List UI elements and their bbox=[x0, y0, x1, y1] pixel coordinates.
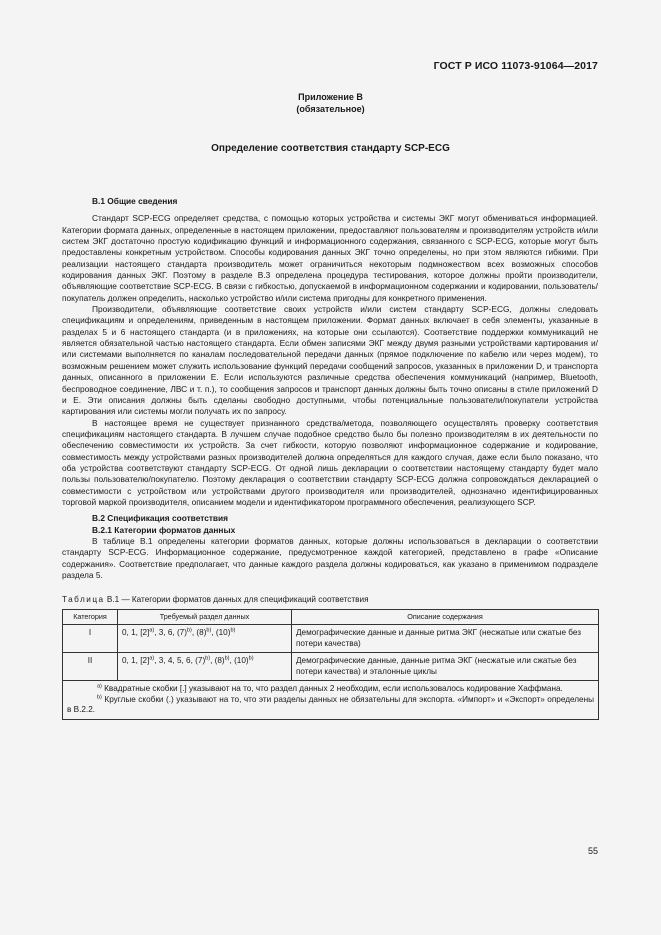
table-caption-label: Таблица bbox=[62, 595, 105, 605]
paragraph: В таблице В.1 определены категории форматов данных, которые должны использоваться в декларации о соответствии стандарту SCP-ECG. Информационное содержание, предусмотренное каждой категорией, представлено в графе «Описание содержания». Соответствие предполагает, что данные каждого раздела должны кодироваться, как указано в применимом подразделе раздела 5. bbox=[62, 535, 598, 580]
section-b21-heading: В.2.1 Категории форматов данных bbox=[92, 524, 236, 535]
paragraph: Стандарт SCP-ECG определяет средства, с помощью которых устройства и системы ЭКГ могут обмениваться информацией. Категории формата данных, определенные в настоящем приложении, предоставляют пользователям и производителям устройств и/или систем ЭКГ достаточно простую кодификацию функций и информационного содержания, связанного с SCP-ECG, которые могут быть предоставлены конкретным устройством. Способы кодирования данных ЭКГ точно определены, но при этом являются гибкими. При реализации настоящего стандарта производитель может ограничиться некоторым подмножеством всех возможных способов кодирования данных ЭКГ. Поэтому в разделе В.3 определена процедура тестирования, которое должны пройти производители, объявляющие соответствие SCP-ECG. В связи с гибкостью, допускаемой в информационном содержании и кодировании, пользователь/покупатель должен определить, насколько устройство и/или система пригодны для конкретного применения. bbox=[62, 213, 598, 303]
description-cell: Демографические данные и данные ритма ЭКГ (несжатые или сжатые без потери качества) bbox=[292, 625, 599, 653]
category-cell: II bbox=[63, 653, 118, 681]
footnote-a: $^{a)}$ Квадратные скобки [.] указывают на то, что раздел данных 2 необходим, если использовалось кодирование Хаффмана. bbox=[97, 683, 563, 694]
appendix-label: Приложение В bbox=[298, 92, 363, 102]
table-row bbox=[63, 653, 599, 681]
category-cell: I bbox=[63, 625, 118, 653]
appendix-status: (обязательное) bbox=[296, 104, 365, 114]
footnote-b: $^{b)}$ Круглые скобки (.) указывают на то, что эти разделы данных не обязательны для экспорта. «Импорт» и «Экспорт» определены в В.2.2. bbox=[67, 693, 594, 715]
section-b2-heading: В.2 Спецификация соответствия bbox=[92, 513, 229, 524]
paragraph: Производители, объявляющие соответствие своих устройств и/или систем стандарту SCP-ECG, должны следовать спецификациям и определениям, приведенным в настоящем приложении. Формат данных включает в себя элементы, указанные в разделах 5 и 6 настоящего стандарта (и в приложениях, на которые они ссылаются). Соответствие поддержки коммуникаций не является обязательной частью настоящего стандарта. Если обмен записями ЭКГ между двумя разными устройствами картирования и/или системами выполняется по каналам последовательной передачи данных (прямое подключение по кабелю или через модем), то возможным решением может служить использование функций передачи сообщений запросов, указанных в приложении D, и транспорта данных, описанного в приложении Е. Если используются различные средства обеспечения коммуникаций (например, Bluetooth, беспроводное соединение, ЛВС и т. п.), то сообщения запросов и транспорт данных должны быть точно описаны в стиле приложений D и Е. Эти описания должны быть сделаны свободно доступными, чтобы потенциальные пользователи/покупатели устройства картирования или системы могли получать их по запросу. bbox=[62, 304, 598, 417]
table-caption-text: В.1 — Категории форматов данных для спецификаций соответствия bbox=[104, 595, 369, 605]
table-header-sections: Требуемый раздел данных bbox=[118, 609, 292, 625]
categories-table bbox=[62, 609, 599, 720]
table-footnotes-row bbox=[63, 681, 599, 720]
document-code: ГОСТ Р ИСО 11073-91064—2017 bbox=[433, 60, 598, 72]
footnotes-cell bbox=[63, 681, 599, 720]
table-row bbox=[63, 625, 599, 653]
page-number: 55 bbox=[587, 846, 598, 856]
description-cell: Демографические данные, данные ритма ЭКГ (несжатые или сжатые без потери качества) и эталонные циклы bbox=[292, 653, 599, 681]
table-header-row bbox=[63, 609, 599, 625]
section-b1-heading: В.1 Общие сведения bbox=[92, 196, 178, 206]
sections-cell: 0, 1, $[2]^{a)}$, 3, 4, 5, 6, $(7)^{b)}$, $(8)^{b)}$, $(10)^{b)}$ bbox=[118, 653, 292, 681]
appendix-title: Определение соответствия стандарту SCP-ECG bbox=[211, 143, 450, 154]
sections-cell: 0, 1, $[2]^{a)}$, 3, 6, $(7)^{b)}$, $(8)^{b)}$, $(10)^{b)}$ bbox=[118, 625, 292, 653]
table-caption bbox=[62, 594, 598, 605]
table-header-category: Категория bbox=[63, 609, 118, 625]
document-body bbox=[62, 196, 598, 720]
table-header-description: Описание содержания bbox=[292, 609, 599, 625]
paragraph: В настоящее время не существует признанного средства/метода, позволяющего осуществлять проверку соответствия спецификациям настоящего стандарта. В лучшем случае подобное средство было бы полезно производителям в их деятельности по обеспечению совместимости их устройств. За счет гибкости, которую позволяют информационное содержание и кодирование, совместимость между устройствами разных производителей должна определяться для каждого случая, даже если было показано, что оба устройства соответствуют стандарту SCP-ECG. От одной лишь декларации о соответствии настоящему стандарту будет мало пользы пользователю/покупателю. Поэтому декларация о соответствии стандарту SCP-ECG должна сопровождаться декларацией о совместимости с устройством или устройствами другого производителя или производителей, однозначно идентифицированных торговой маркой производителя, описанием модели и идентификатором программного обеспечения, реализующего SCP. bbox=[62, 417, 598, 507]
appendix-heading bbox=[0, 91, 661, 115]
